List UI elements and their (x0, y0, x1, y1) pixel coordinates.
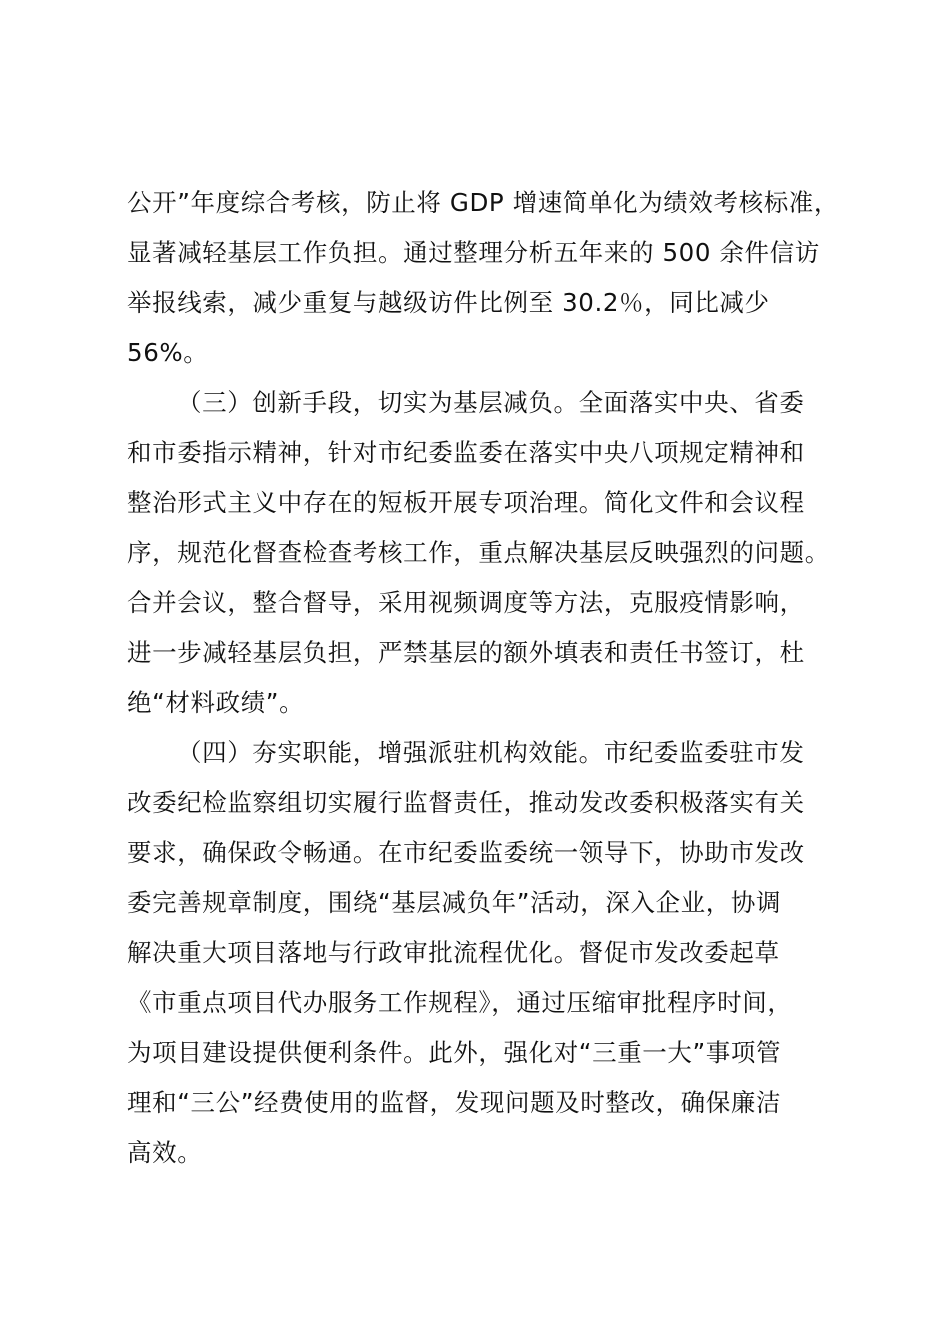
text-line: 显著减轻基层工作负担。通过整理分析五年来的 500 余件信访 (127, 238, 820, 267)
text-line: 整治形式主义中存在的短板开展专项治理。简化文件和会议程 (127, 488, 805, 517)
text-line: 合并会议，整合督导，采用视频调度等方法，克服疫情影响， (127, 588, 805, 617)
text-line: 改委纪检监察组切实履行监督责任，推动发改委积极落实有关 (127, 788, 805, 817)
text-line: 解决重大项目落地与行政审批流程优化。督促市发改委起草 (127, 938, 780, 967)
text-line: 绝“材料政绩”。 (127, 688, 305, 717)
text-line: 高效。 (127, 1138, 203, 1167)
text-line: 举报线索，减少重复与越级访件比例至 30.2％，同比减少 (127, 288, 770, 317)
text-line: 序，规范化督查检查考核工作，重点解决基层反映强烈的问题。 (127, 538, 830, 567)
text-line: 56%。 (127, 338, 209, 367)
text-line: 进一步减轻基层负担，严禁基层的额外填表和责任书签订，杜 (127, 638, 805, 667)
text-line: 和市委指示精神，针对市纪委监委在落实中央八项规定精神和 (127, 438, 805, 467)
section-4-heading-line: （四）夯实职能，增强派驻机构效能。市纪委监委驻市发 (177, 738, 805, 767)
body-text (127, 178, 847, 1178)
text-line: 要求，确保政令畅通。在市纪委监委统一领导下，协助市发改 (127, 838, 805, 867)
text-line: 委完善规章制度，围绕“基层减负年”活动，深入企业，协调 (127, 888, 782, 917)
text-line: 公开”年度综合考核，防止将 GDP 增速简单化为绩效考核标准， (127, 188, 839, 217)
text-line: 理和“三公”经费使用的监督，发现问题及时整改，确保廉洁 (127, 1088, 782, 1117)
text-line: 《市重点项目代办服务工作规程》，通过压缩审批程序时间， (127, 988, 793, 1017)
text-line: 为项目建设提供便利条件。此外，强化对“三重一大”事项管 (127, 1038, 782, 1067)
section-3-heading-line: （三）创新手段，切实为基层减负。全面落实中央、省委 (177, 388, 805, 417)
